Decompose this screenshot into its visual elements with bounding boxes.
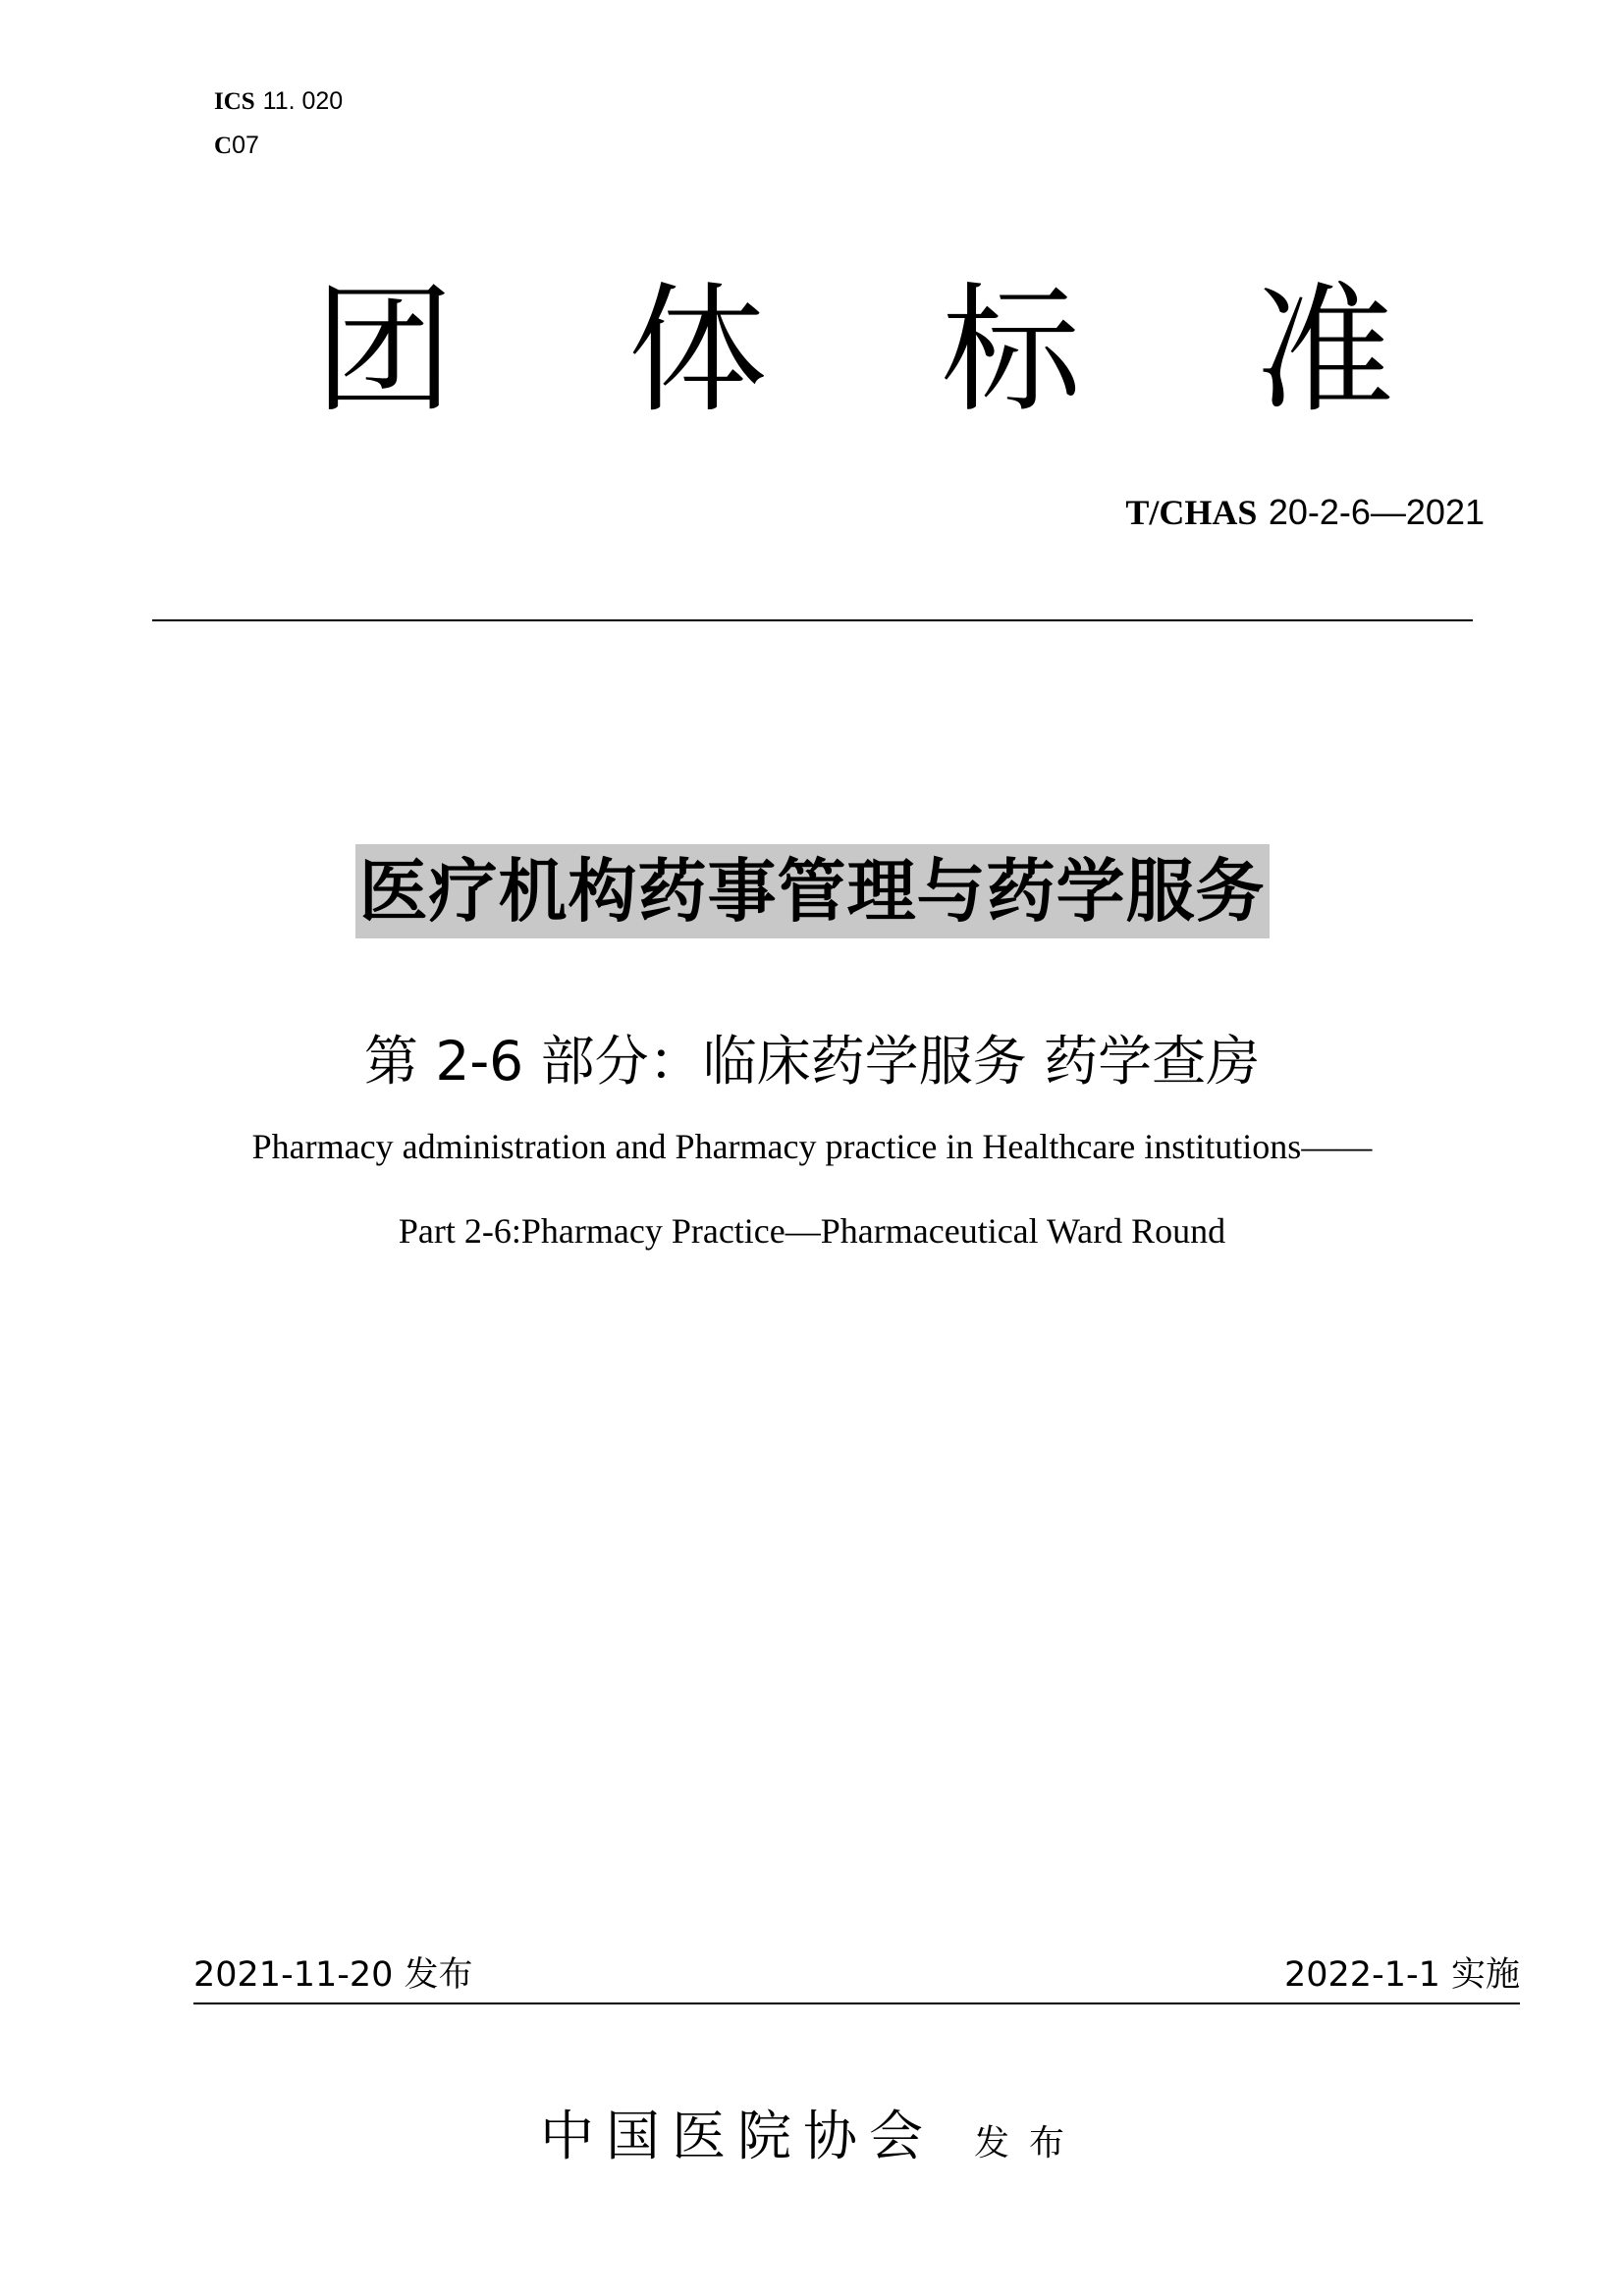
ics-label: ICS <box>214 88 255 115</box>
header-divider <box>152 619 1473 621</box>
header-char: 团 <box>314 270 454 432</box>
standard-prefix: T/CHAS <box>1125 493 1258 532</box>
publisher-name: 中国医院协会 <box>539 2105 935 2167</box>
ccs-classification <box>214 131 259 161</box>
document-subtitle: 第 2-6 部分：临床药学服务 药学查房 <box>363 1030 1261 1093</box>
english-title-line-2: Part 2-6:Pharmacy Practice—Pharmaceutical Ward Round <box>398 1211 1226 1251</box>
ccs-letter: C <box>214 133 233 159</box>
publisher-line <box>0 2093 1624 2170</box>
ics-classification <box>214 86 343 117</box>
ics-code: 11. 020 <box>262 87 344 115</box>
header-char: 标 <box>941 270 1081 432</box>
header-char: 准 <box>1254 270 1394 432</box>
standard-code: 20-2-6—2021 <box>1268 492 1485 532</box>
footer-divider <box>193 2002 1520 2004</box>
english-title-line-1: Pharmacy administration and Pharmacy practice in Healthcare institutions—— <box>251 1127 1373 1166</box>
implementation-date: 2022-1-1 实施 <box>1284 1955 1520 1995</box>
issue-date: 2021-11-20 发布 <box>193 1955 473 1995</box>
document-title: 医疗机构药事管理与药学服务 <box>355 844 1270 938</box>
header-char: 体 <box>627 270 768 432</box>
publish-action: 发布 <box>974 2123 1085 2163</box>
title-block <box>0 844 1624 938</box>
ccs-code: 07 <box>232 132 259 159</box>
standard-type-header <box>314 270 1394 432</box>
standard-number <box>1125 491 1485 535</box>
